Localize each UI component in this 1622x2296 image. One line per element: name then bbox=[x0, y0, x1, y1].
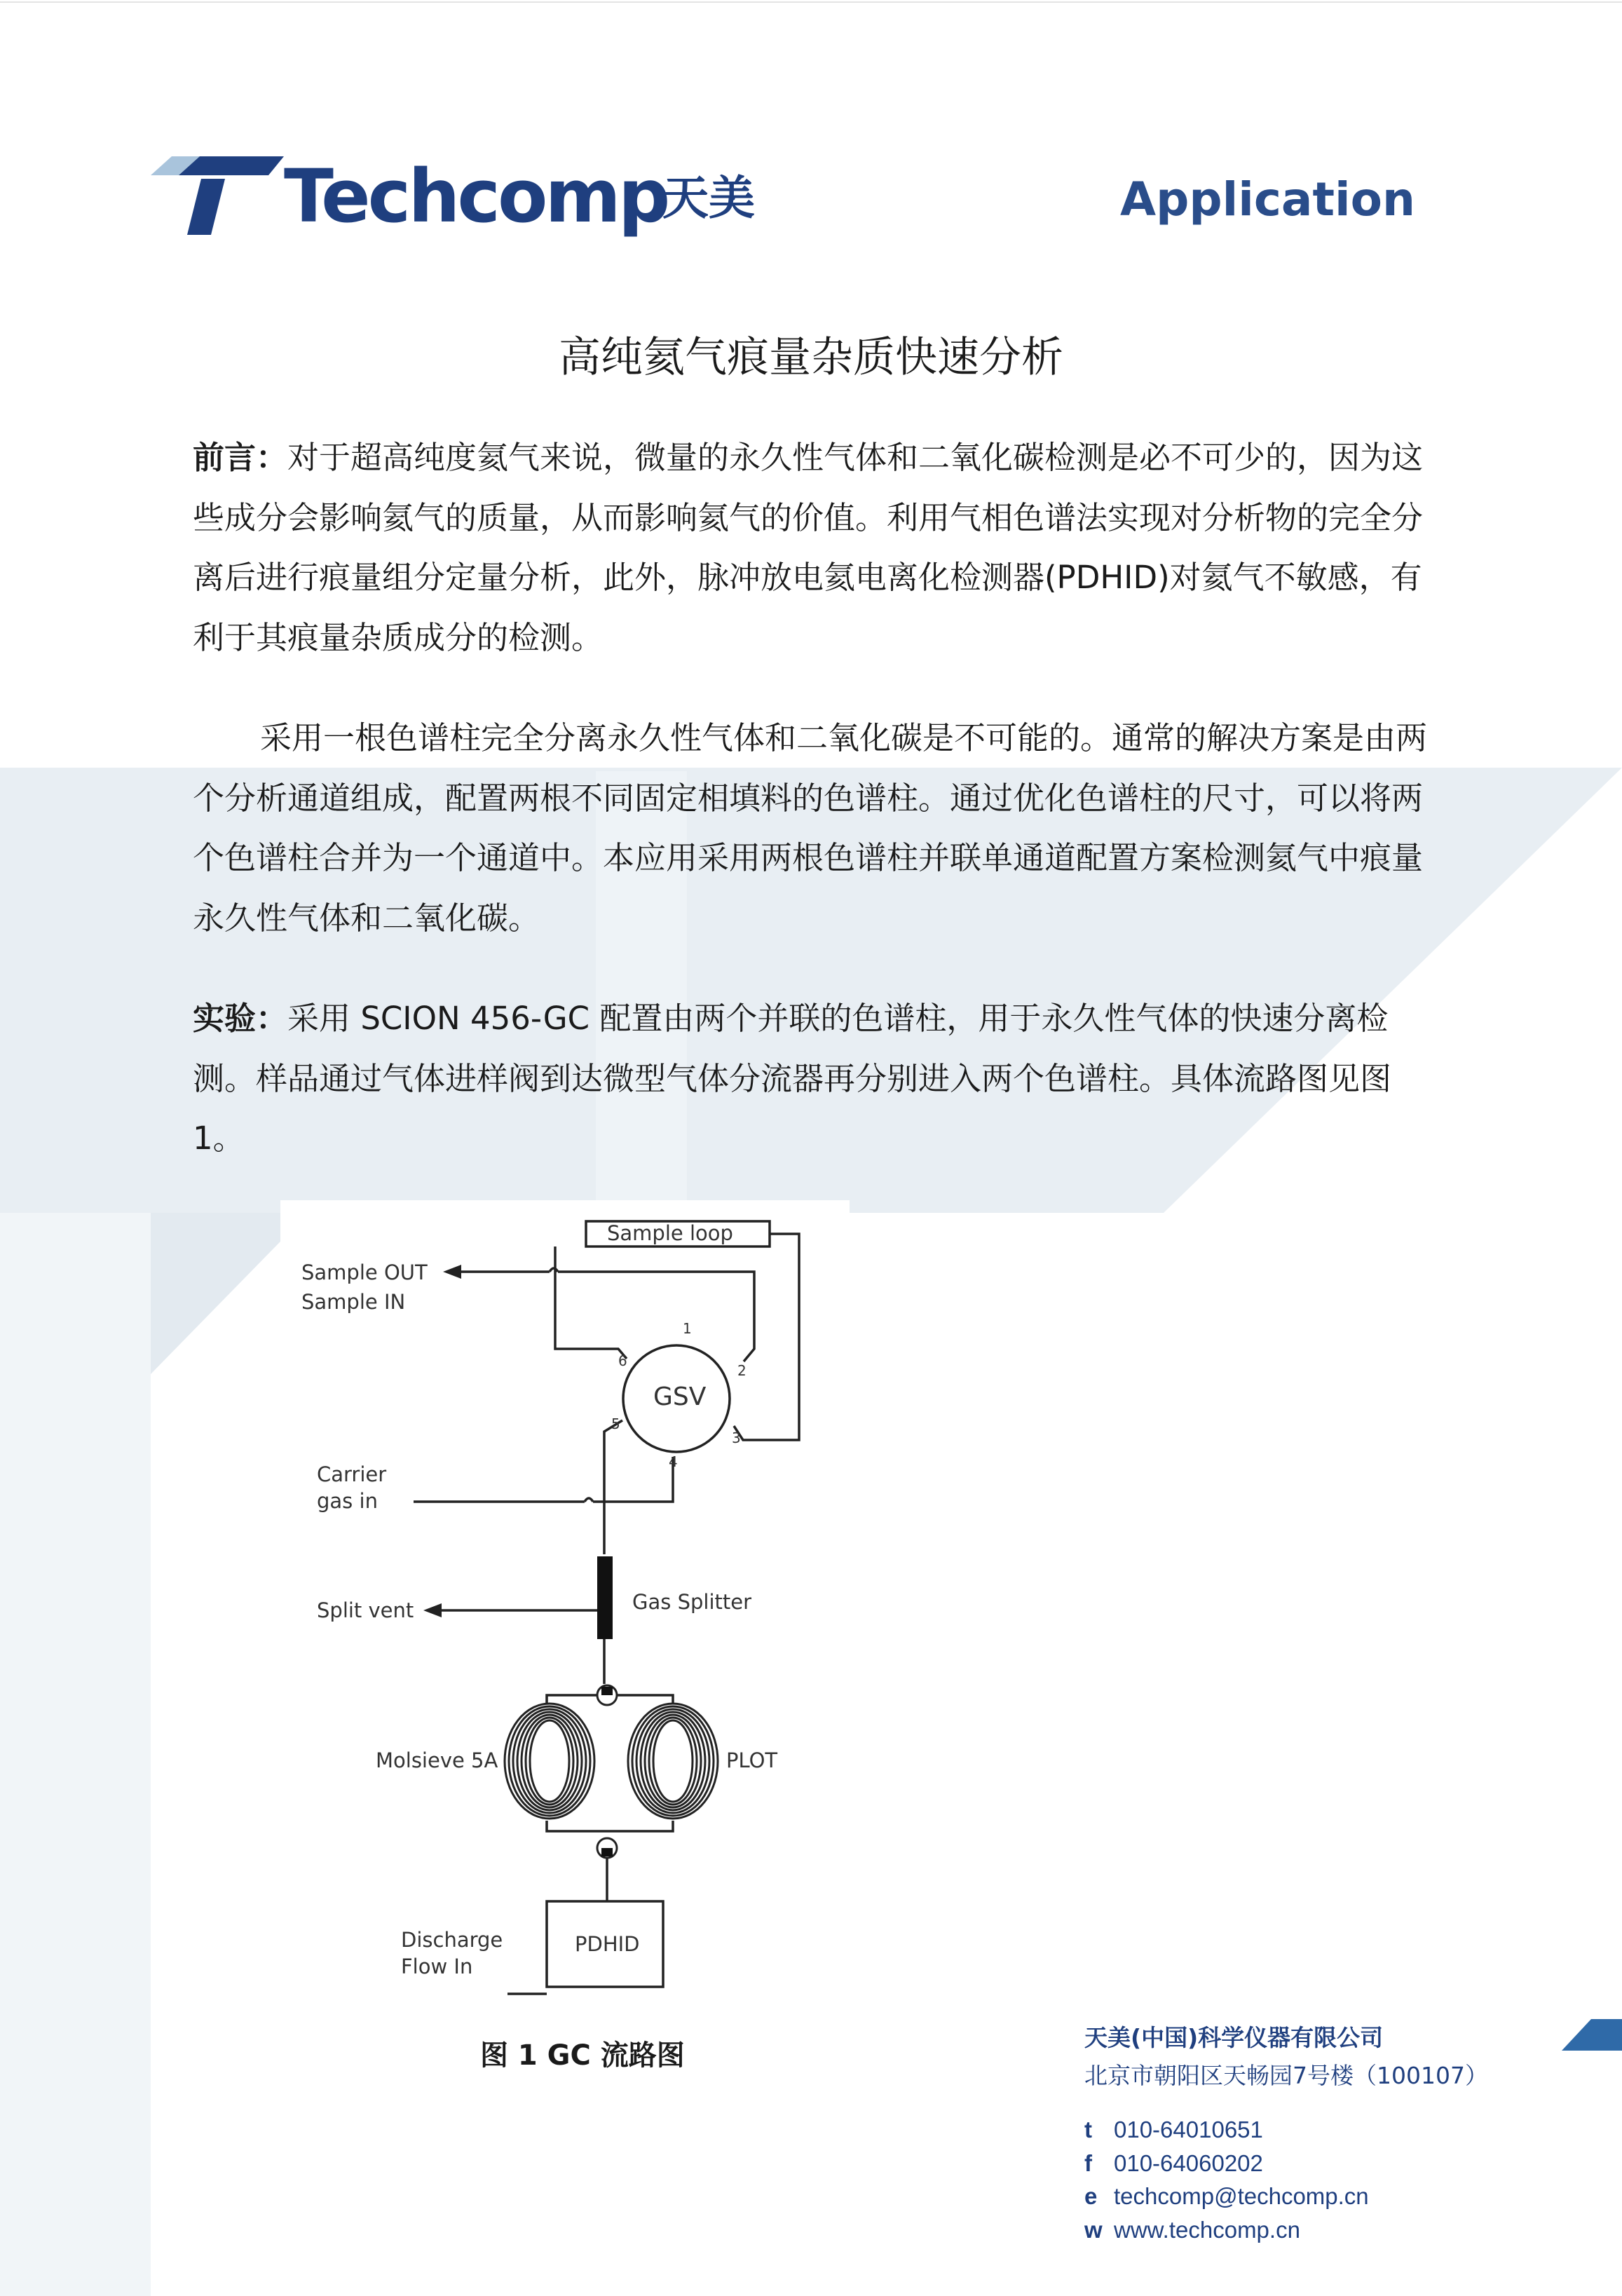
sample-in-line bbox=[555, 1247, 627, 1359]
label-port-1: 1 bbox=[683, 1320, 692, 1337]
company-address: 北京市朝阳区天畅园7号楼（100107） bbox=[1084, 2062, 1488, 2089]
molsieve-coil-icon bbox=[505, 1704, 594, 1819]
section-label: Application bbox=[1120, 172, 1415, 226]
label-sample-out: Sample OUT bbox=[301, 1261, 428, 1284]
label-gsv: GSV bbox=[653, 1383, 707, 1411]
gc-flow-diagram bbox=[280, 1200, 850, 2018]
brand-name-cn: 天美 bbox=[662, 171, 755, 225]
label-gas-in: gas in bbox=[317, 1489, 378, 1513]
label-sample-in: Sample IN bbox=[301, 1290, 406, 1314]
sample-out-arrow-icon bbox=[443, 1265, 461, 1279]
logo-mark-icon bbox=[151, 151, 284, 238]
experiment-text: 采用 SCION 456-GC 配置由两个并联的色谱柱，用于永久性气体的快速分离检测。样品通过气体进样阀到达微型气体分流器再分别进入两个色谱柱。具体流路图见图 1。 bbox=[193, 1000, 1392, 1157]
brand-name: Techcomp bbox=[284, 154, 668, 239]
label-port-3: 3 bbox=[732, 1429, 741, 1446]
label-port-4: 4 bbox=[669, 1453, 678, 1470]
label-molsieve: Molsieve 5A bbox=[376, 1748, 498, 1772]
label-split-vent: Split vent bbox=[317, 1598, 414, 1622]
contact-email[interactable]: e techcomp@techcomp.cn bbox=[1084, 2183, 1369, 2209]
plot-coil-icon bbox=[628, 1704, 718, 1819]
contact-block bbox=[1084, 2020, 1575, 2246]
intro-paragraph bbox=[193, 428, 1440, 667]
loop-return-line bbox=[734, 1234, 799, 1440]
figure-caption: 图 1 GC 流路图 bbox=[480, 2039, 685, 2072]
experiment-paragraph bbox=[193, 989, 1440, 1169]
intro-text: 对于超高纯度氦气来说，微量的永久性气体和二氧化碳检测是必不可少的，因为这些成分会影响氦气的质量，从而影响氦气的价值。利用气相色谱法实现对分析物的完全分离后进行痕量组分定量分析，此外，脉冲放电氦电离化检测器(PDHID)对氦气不敏感，有利于其痕量杂质成分的检测。 bbox=[193, 439, 1424, 656]
coil-bottom-manifold bbox=[547, 1821, 673, 1831]
label-plot: PLOT bbox=[726, 1748, 778, 1772]
company-name: 天美(中国)科学仪器有限公司 bbox=[1084, 2024, 1384, 2051]
label-flow-in: Flow In bbox=[401, 1955, 473, 1978]
label-discharge: Discharge bbox=[401, 1928, 503, 1952]
split-vent-arrow-icon bbox=[423, 1603, 442, 1617]
intro-label: 前言： bbox=[193, 439, 288, 476]
experiment-label: 实验： bbox=[193, 1000, 288, 1037]
label-pdhid: PDHID bbox=[575, 1932, 640, 1956]
label-gas-splitter: Gas Splitter bbox=[632, 1590, 752, 1614]
techcomp-logo bbox=[151, 151, 768, 242]
contact-website[interactable]: w www.techcomp.cn bbox=[1084, 2216, 1300, 2243]
label-port-2: 2 bbox=[737, 1362, 747, 1379]
contact-list bbox=[1084, 2113, 1575, 2246]
method-paragraph: 采用一根色谱柱完全分离永久性气体和二氧化碳是不可能的。通常的解决方案是由两个分析通道组成，配置两根不同固定相填料的色谱柱。通过优化色谱柱的尺寸，可以将两个色谱柱合并为一个通道中。本应用采用两根色谱柱并联单通道配置方案检测氦气中痕量永久性气体和二氧化碳。 bbox=[193, 719, 1428, 937]
contact-phone: t 010-64010651 bbox=[1084, 2117, 1263, 2142]
document-title: 高纯氦气痕量杂质快速分析 bbox=[559, 333, 1063, 382]
contact-fax: f 010-64060202 bbox=[1084, 2149, 1263, 2176]
label-carrier: Carrier bbox=[317, 1462, 387, 1486]
label-sample-loop: Sample loop bbox=[607, 1221, 733, 1245]
label-port-5: 5 bbox=[611, 1415, 620, 1432]
label-port-6: 6 bbox=[618, 1352, 627, 1369]
gas-splitter-block bbox=[597, 1556, 613, 1639]
